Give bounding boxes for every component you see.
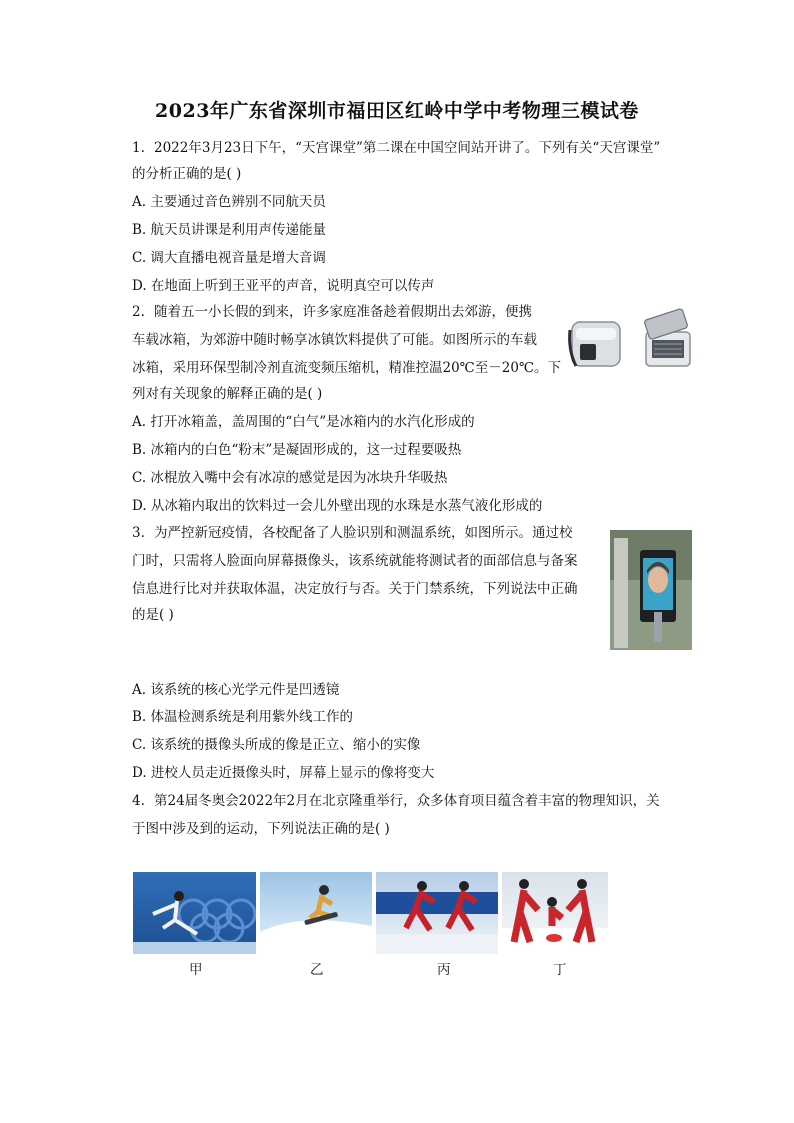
face-recognition-terminal-image [610, 530, 692, 650]
question-2-number: 2. [132, 304, 145, 320]
question-3-option-c: C. 该系统的摄像头所成的像是正立、缩小的实像 [132, 737, 421, 753]
question-4-number: 4. [132, 793, 145, 809]
question-2-option-b: B. 冰箱内的白色“粉末”是凝固形成的，这一过程要吸热 [132, 442, 462, 458]
car-cooler-image-1 [566, 310, 628, 372]
figure-skating-photo [133, 872, 256, 954]
question-3-line-3: 信息进行比对并获取体温，决定放行与否。关于门禁系统，下列说法中正确 [132, 581, 578, 597]
question-4-line-2: 于图中涉及到的运动，下列说法正确的是( ) [132, 821, 390, 837]
question-2-option-c: C. 冰棍放入嘴中会有冰凉的感觉是因为冰块升华吸热 [132, 470, 448, 486]
curling-photo [502, 872, 608, 954]
question-3-line-2: 门时，只需将人脸面向屏幕摄像头，该系统就能将测试者的面部信息与备案 [132, 553, 578, 569]
question-1-option-b: B. 航天员讲课是利用声传递能量 [132, 222, 327, 238]
question-1-line-1: 1. 2022年3月23日下午，“天宫课堂”第二课在中国空间站开讲了。下列有关“天宫课堂” [132, 140, 661, 156]
question-3-option-b: B. 体温检测系统是利用紫外线工作的 [132, 709, 354, 725]
question-2-line-2: 车载冰箱，为郊游中随时畅享冰镇饮料提供了可能。如图所示的车载 [132, 332, 537, 348]
question-1-number: 1. [132, 140, 145, 156]
question-3-number: 3. [132, 525, 145, 541]
photo-caption-ding: 丁 [553, 962, 567, 978]
speed-skating-photo [376, 872, 498, 954]
question-1-line-2: 的分析正确的是( ) [132, 166, 242, 182]
question-2-line-3: 冰箱，采用环保型制冷剂直流变频压缩机，精准控温20℃至－20℃。下 [132, 360, 562, 376]
photo-caption-yi: 乙 [310, 962, 324, 978]
question-3-option-d: D. 进校人员走近摄像头时，屏幕上显示的像将变大 [132, 765, 435, 781]
question-2-line-1: 2. 随着五一小长假的到来，许多家庭准备趁着假期出去郊游，便携 [132, 304, 532, 320]
question-3-line-1: 3. 为严控新冠疫情，各校配备了人脸识别和测温系统，如图所示。通过校 [132, 525, 573, 541]
photo-caption-bing: 丙 [437, 962, 451, 978]
question-1-option-c: C. 调大直播电视音量是增大音调 [132, 250, 326, 266]
question-1-option-d: D. 在地面上听到王亚平的声音，说明真空可以传声 [132, 278, 435, 294]
question-3-line-4: 的是( ) [132, 607, 174, 623]
question-2-line-4: 列对有关现象的解释正确的是( ) [132, 386, 323, 402]
snowboarding-photo [260, 872, 372, 954]
question-2-option-a: A. 打开冰箱盖，盖周围的“白气”是冰箱内的水汽化形成的 [132, 414, 475, 430]
photo-caption-jia: 甲 [189, 962, 203, 978]
question-4-line-1: 4. 第24届冬奥会2022年2月在北京隆重举行，众多体育项目蕴含着丰富的物理知识，关 [132, 793, 660, 809]
car-cooler-image-2 [638, 306, 698, 372]
question-3-option-a: A. 该系统的核心光学元件是凹透镜 [132, 682, 340, 698]
page-title: 2023年广东省深圳市福田区红岭中学中考物理三模试卷 [155, 100, 639, 122]
question-2-option-d: D. 从冰箱内取出的饮料过一会儿外壁出现的水珠是水蒸气液化形成的 [132, 498, 543, 514]
question-1-option-a: A. 主要通过音色辨别不同航天员 [132, 194, 326, 210]
